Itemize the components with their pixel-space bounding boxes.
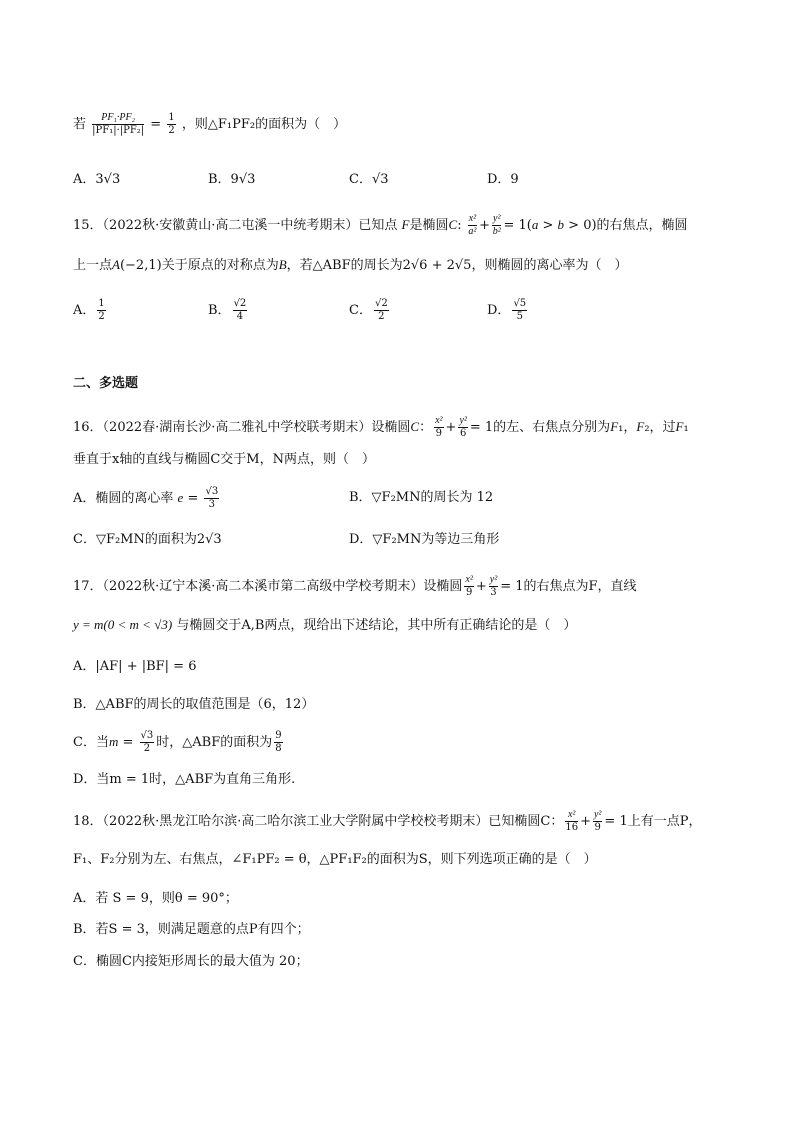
q17-option-d[interactable]: D．当m = 1时，△ABF为直角三角形.	[73, 772, 296, 787]
q16-option-c[interactable]: C．▽F₂MN的面积为2√3	[73, 532, 222, 547]
q14-stem: 若 $\frac{\text{PF₁·PF₂}}{\text{|PF₁|·|PF₂|}}$ = $\frac{1}{2}$ ，则△F₁PF₂的面积为（ ）	[73, 112, 347, 136]
q17-line-eq: y = m(0 < m < √3)	[73, 617, 173, 632]
q16-option-a[interactable]: A．椭圆的离心率 e = $\frac{√3}{3}$	[73, 486, 219, 510]
q15-text-f: ，若△ABF的周长为	[286, 258, 403, 273]
q16-option-d[interactable]: D．▽F₂MN为等边三角形	[349, 532, 500, 547]
q17-option-a[interactable]: A．|AF| + |BF| = 6	[73, 659, 197, 674]
q15-option-d[interactable]: D． $\frac{√5}{5}$	[487, 298, 527, 322]
q16-line1: 16．（2022春·湖南长沙·高二雅礼中学校联考期末）设椭圆C： $\frac{\text{x²}}{9}$ + $\frac{\text{y²}}{6}$ = 1的左、右焦点分别为F₁，F₂，过F₁	[73, 415, 689, 439]
q18-option-c[interactable]: C．椭圆C内接矩形周长的最大值为 20；	[73, 954, 309, 969]
q15-ellipse-x: $\frac{\text{x²}}{\text{a²}}$	[468, 213, 477, 237]
q17-line2	[73, 617, 576, 634]
q14-option-d[interactable]: D．9	[487, 172, 519, 187]
q15-ellipse-y: $\frac{\text{y²}}{\text{b²}}$	[492, 213, 501, 237]
q17-line1: 17．（2022秋·辽宁本溪·高二本溪市第二高级中学校考期末）设椭圆 $\frac{\text{x²}}{9}$ + $\frac{\text{y²}}{3}$ = 1的右焦点为F，直线	[73, 574, 637, 598]
section-heading: 二、多选题	[73, 376, 139, 391]
q15-text: 15．（2022秋·安徽黄山·高二屯溪一中统考期末）已知点	[73, 218, 398, 233]
q15-text-b: 是椭圆	[409, 218, 449, 233]
q14-lead: 若	[73, 117, 87, 132]
q15-line2: 上一点A(−2,1)关于原点的对称点为B，若△ABF的周长为2√6 + 2√5，则椭圆的离心率为（ ）	[73, 257, 628, 273]
q15-line1: 15．（2022秋·安徽黄山·高二屯溪一中统考期末）已知点 F是椭圆C: $\frac{\text{x²}}{\text{a²}}$ + $\frac{\text{y²}}{\text{b²}}$ = 1(a > b > 0)的右焦点，椭圆	[73, 213, 688, 237]
q14-option-b[interactable]: B．9√3	[208, 172, 256, 187]
q16-text-b: 的左、右焦点分别为	[493, 420, 611, 435]
q14-option-c[interactable]: C．√3	[349, 172, 389, 187]
q18-option-b[interactable]: B．若S = 3，则满足题意的点P有四个；	[73, 922, 310, 937]
q15-text-g: ，则椭圆的离心率为（ ）	[471, 258, 628, 273]
q17-text-c: 与椭圆交于A,B两点，现给出下述结论，其中所有正确结论的是（ ）	[176, 618, 577, 633]
q16-text-a: 16．（2022春·湖南长沙·高二雅礼中学校联考期末）设椭圆	[73, 420, 411, 435]
q18-text-a: 18．（2022秋·黑龙江哈尔滨·高二哈尔滨工业大学附属中学校校考期末）已知椭圆C：	[73, 814, 564, 829]
q15-text-e: 关于原点的对称点为	[161, 258, 279, 273]
q18-text-b: 上有一点P，	[627, 814, 702, 829]
q15-option-b[interactable]: B． $\frac{√2}{4}$	[208, 298, 247, 322]
q17-text-b: 的右焦点为F，直线	[523, 579, 637, 594]
q18-line2: F₁、F₂分别为左、右焦点，∠F₁PF₂ = θ，△PF₁F₂的面积为S，则下列选项正确的是（ ）	[73, 852, 597, 867]
q18-line1: 18．（2022秋·黑龙江哈尔滨·高二哈尔滨工业大学附属中学校校考期末）已知椭圆C： $\frac{\text{x²}}{16}$ + $\frac{\text{y²}}{9}$ = 1上有一点P，	[73, 809, 702, 833]
q15-text-d: 上一点	[73, 258, 113, 273]
q17-option-c[interactable]: C．当m = $\frac{√3}{2}$ 时，△ABF的面积为 $\frac{9}{8}$	[73, 730, 282, 754]
q15-option-a[interactable]: A． $\frac{1}{2}$	[73, 298, 105, 322]
q18-option-a[interactable]: A．若 S = 9，则θ = 90°；	[73, 891, 238, 906]
q17-option-b[interactable]: B．△ABF的周长的取值范围是（6，12）	[73, 697, 315, 712]
q15-option-c[interactable]: C． $\frac{√2}{2}$	[349, 298, 388, 322]
q14-rest: ，则△F₁PF₂的面积为（ ）	[181, 117, 347, 132]
q14-option-a[interactable]: A．3√3	[73, 172, 121, 187]
q17-text-a: 17．（2022秋·辽宁本溪·高二本溪市第二高级中学校考期末）设椭圆	[73, 579, 463, 594]
q14-half: $\frac{1}{2}$	[168, 112, 175, 136]
q15-text-c: 的右焦点，椭圆	[596, 218, 688, 233]
q16-option-b[interactable]: B．▽F₂MN的周长为 12	[349, 490, 494, 505]
q16-line2: 垂直于x轴的直线与椭圆C交于M，N两点，则（ ）	[73, 452, 375, 467]
q14-cosine-fraction: $\frac{\text{PF₁·PF₂}}{\text{|PF₁|·|PF₂|}}$	[92, 112, 145, 136]
